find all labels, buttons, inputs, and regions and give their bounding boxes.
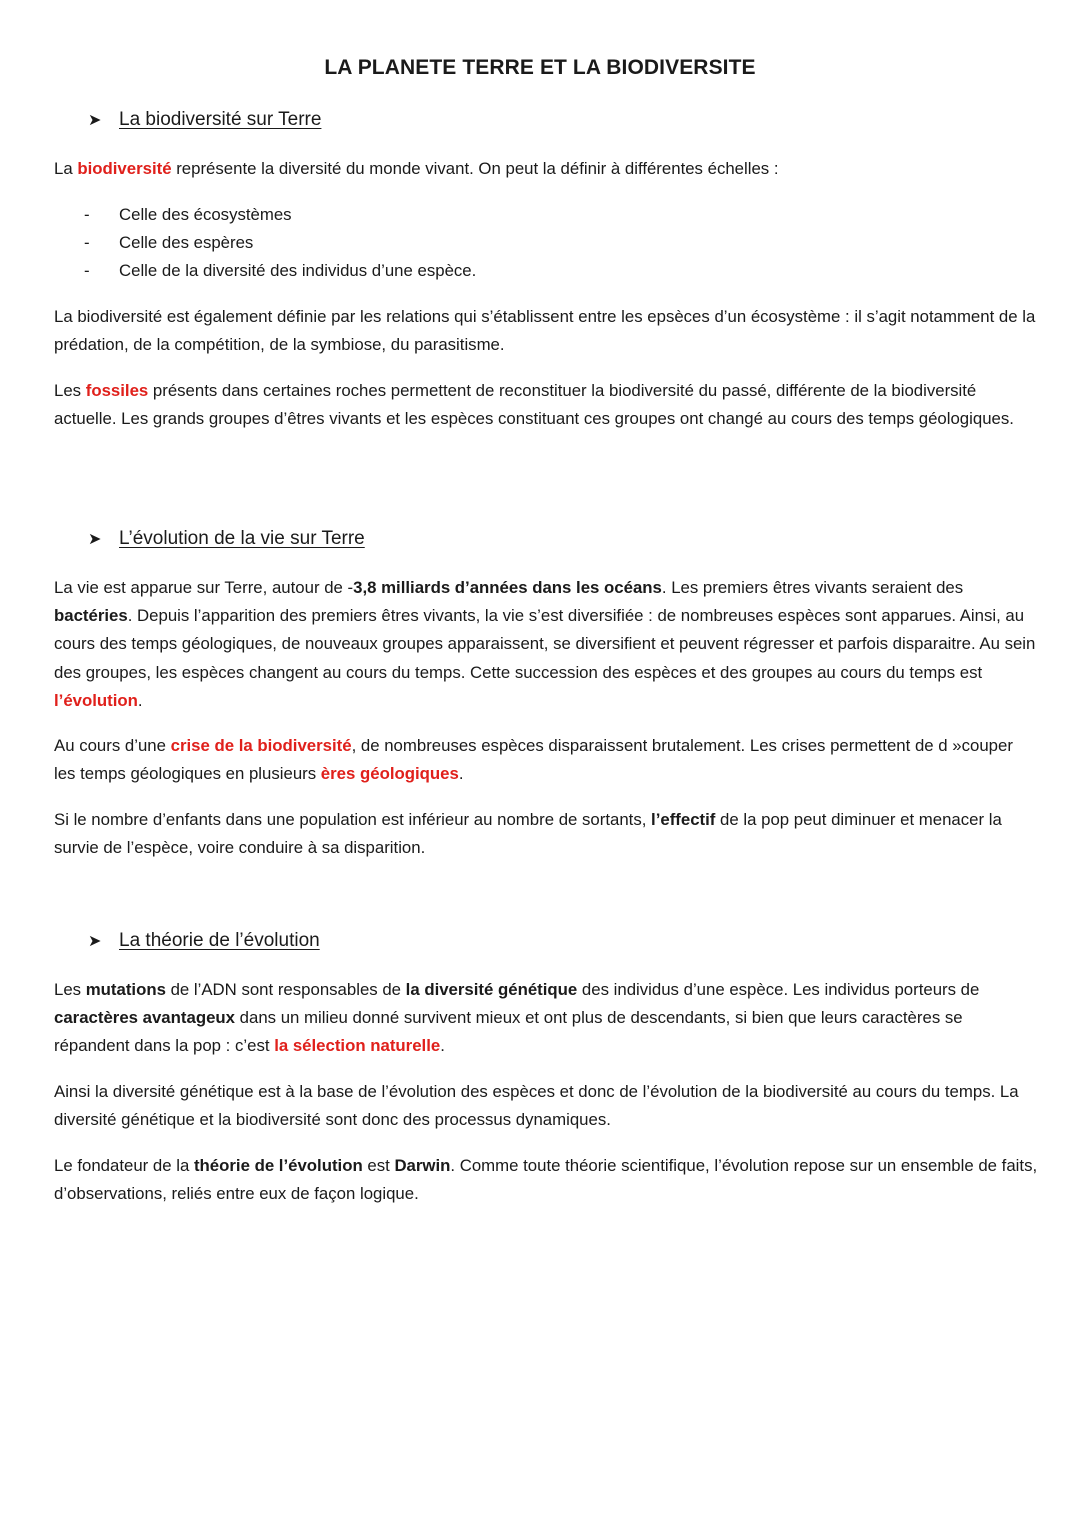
paragraph: Au cours d’une crise de la biodiversité, de nombreuses espèces disparaissent brutalement. Les crises permettent de d »couper les temps géologiques en plusieurs ères géologiques. xyxy=(54,736,1013,784)
section-heading-text: L’évolution de la vie sur Terre xyxy=(119,528,365,549)
section-heading-biodiversity xyxy=(88,109,321,131)
arrowhead-bullet-icon: ➤ xyxy=(88,933,102,950)
paragraph: Les fossiles présents dans certaines roches permettent de reconstituer la biodiversité du passé, différente de la biodiversité actuelle. Les grands groupes d’êtres vivants et les espèces constituant ces groupes ont changé au cours des temps géologiques. xyxy=(54,381,1014,429)
section-heading-text: La théorie de l’évolution xyxy=(119,930,320,951)
section-heading-text: La biodiversité sur Terre xyxy=(119,109,322,130)
keyword-selection: la sélection naturelle xyxy=(274,1036,441,1056)
keyword-fossiles: fossiles xyxy=(85,381,149,400)
page-title: LA PLANETE TERRE ET LA BIODIVERSITE xyxy=(324,56,756,79)
scale-list xyxy=(84,201,476,286)
list-item: - Celle de la diversité des individus d’une espèce. xyxy=(84,261,477,281)
paragraph: La vie est apparue sur Terre, autour de -3,8 milliards d’années dans les océans. Les premiers êtres vivants seraient des bactéries. Depuis l’apparition des premiers êtres vivants, la vie s’est diversifiée : de nombreuses espèces sont apparues. Ainsi, au cours des temps géologiques, de nouveaux groupes apparaissent, se diversifient et peuvent régresser et parfois disparaitre. Au sein des groupes, les espèces changent au cours du temps. Cette succession des espèces et des groupes au cours du temps est l’évolution. xyxy=(54,578,1036,710)
list-item: - Celle des espères xyxy=(84,233,254,253)
paragraph: Ainsi la diversité génétique est à la base de l’évolution des espèces et donc de l’évolution de la biodiversité au cours du temps. La diversité génétique et la biodiversité sont donc des processus dynamiques. xyxy=(54,1082,1019,1130)
keyword-crise: crise de la biodiversité xyxy=(170,736,352,755)
paragraph: La biodiversité est également définie par les relations qui s’établissent entre les epsèces d’un écosystème : il s’agit notamment de la prédation, de la compétition, de la symbiose, du parasitisme. xyxy=(54,307,1036,355)
paragraph: La biodiversité représente la diversité du monde vivant. On peut la définir à différentes échelles : xyxy=(54,159,779,178)
arrowhead-bullet-icon: ➤ xyxy=(88,531,102,548)
paragraph: Les mutations de l’ADN sont responsables de la diversité génétique des individus d’une espèce. Les individus porteurs de caractères avantageux dans un milieu donné survivent mieux et ont plus de descendants, si bien que leurs caractères se répandent dans la pop : c’est la sélection naturelle. xyxy=(54,980,980,1056)
arrowhead-bullet-icon: ➤ xyxy=(88,112,102,129)
keyword-evolution: l’évolution xyxy=(54,690,138,710)
paragraph: Si le nombre d’enfants dans une population est inférieur au nombre de sortants, l’effectif de la pop peut diminuer et menacer la survie de l’espèce, voire conduire à sa disparition. xyxy=(54,810,1002,858)
section-heading-theory xyxy=(88,930,320,952)
list-item: - Celle des écosystèmes xyxy=(84,205,292,224)
section-heading-evolution-life xyxy=(88,528,365,550)
keyword-biodiversite: biodiversité xyxy=(77,159,172,178)
paragraph: Le fondateur de la théorie de l’évolution est Darwin. Comme toute théorie scientifique, l’évolution repose sur un ensemble de faits, d’observations, reliés entre eux de façon logique. xyxy=(54,1156,1038,1204)
keyword-eres: ères géologiques xyxy=(320,764,459,784)
